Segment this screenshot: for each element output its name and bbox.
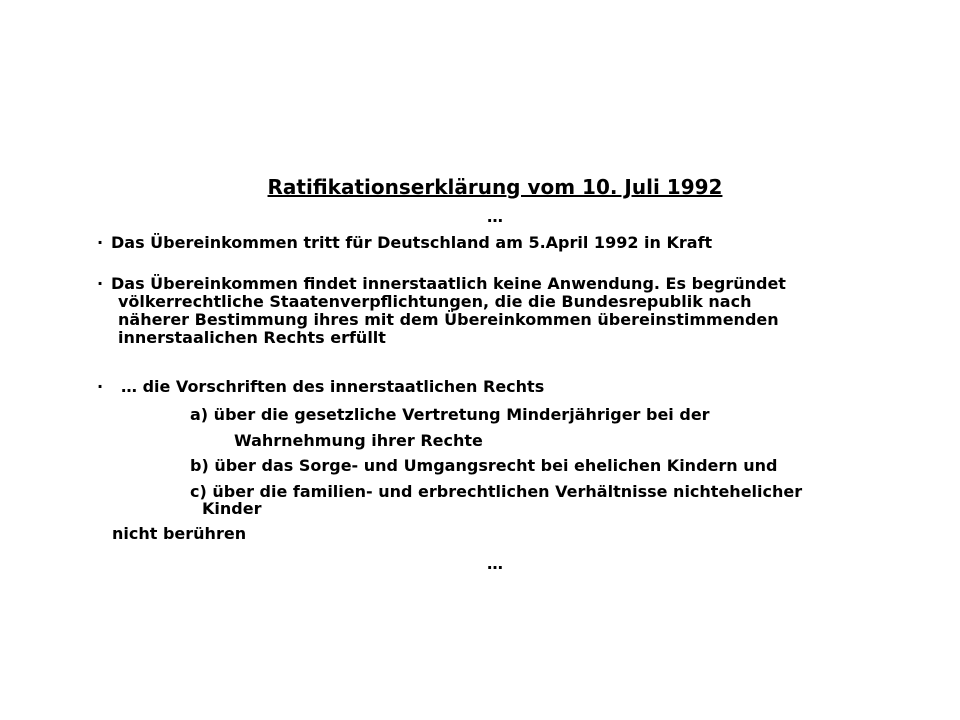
sub-item-b: b) über das Sorge- und Umgangsrecht bei ehelichen Kindern und xyxy=(190,456,778,475)
ellipsis-top: … xyxy=(487,207,503,226)
bullet-text-line-1: Das Übereinkommen findet innerstaatlich keine Anwendung. Es begründet xyxy=(111,274,786,293)
page-title: Ratifikationserklärung vom 10. Juli 1992 xyxy=(267,175,723,199)
ellipsis-bottom: … xyxy=(487,554,503,573)
sub-item-a-continuation: Wahrnehmung ihrer Rechte xyxy=(234,431,483,450)
sub-item-c: c) über die familien- und erbrechtlichen Verhältnisse nichtehelicher xyxy=(190,482,803,501)
bullet-item-1 xyxy=(97,233,712,253)
bullet-text-line-3: näherer Bestimmung ihres mit dem Übereinkommen übereinstimmenden xyxy=(118,310,779,329)
bullet-marker: · xyxy=(97,233,104,252)
bullet-item-3 xyxy=(97,377,544,397)
closing-text: nicht berühren xyxy=(112,524,247,543)
bullet-text-line-4: innerstaalichen Rechts erfüllt xyxy=(118,328,386,347)
bullet-marker: · xyxy=(97,377,104,396)
sub-item-a: a) über die gesetzliche Vertretung Minderjähriger bei der xyxy=(190,405,710,424)
bullet-text: Das Übereinkommen tritt für Deutschland am 5.April 1992 in Kraft xyxy=(111,233,713,252)
bullet-item-2 xyxy=(97,274,786,294)
bullet-lead: … die Vorschriften des innerstaatlichen Rechts xyxy=(121,377,545,396)
bullet-marker: · xyxy=(97,274,104,293)
sub-item-c-continuation: Kinder xyxy=(202,499,262,518)
bullet-text-line-2: völkerrechtliche Staatenverpflichtungen, die die Bundesrepublik nach xyxy=(118,292,752,311)
